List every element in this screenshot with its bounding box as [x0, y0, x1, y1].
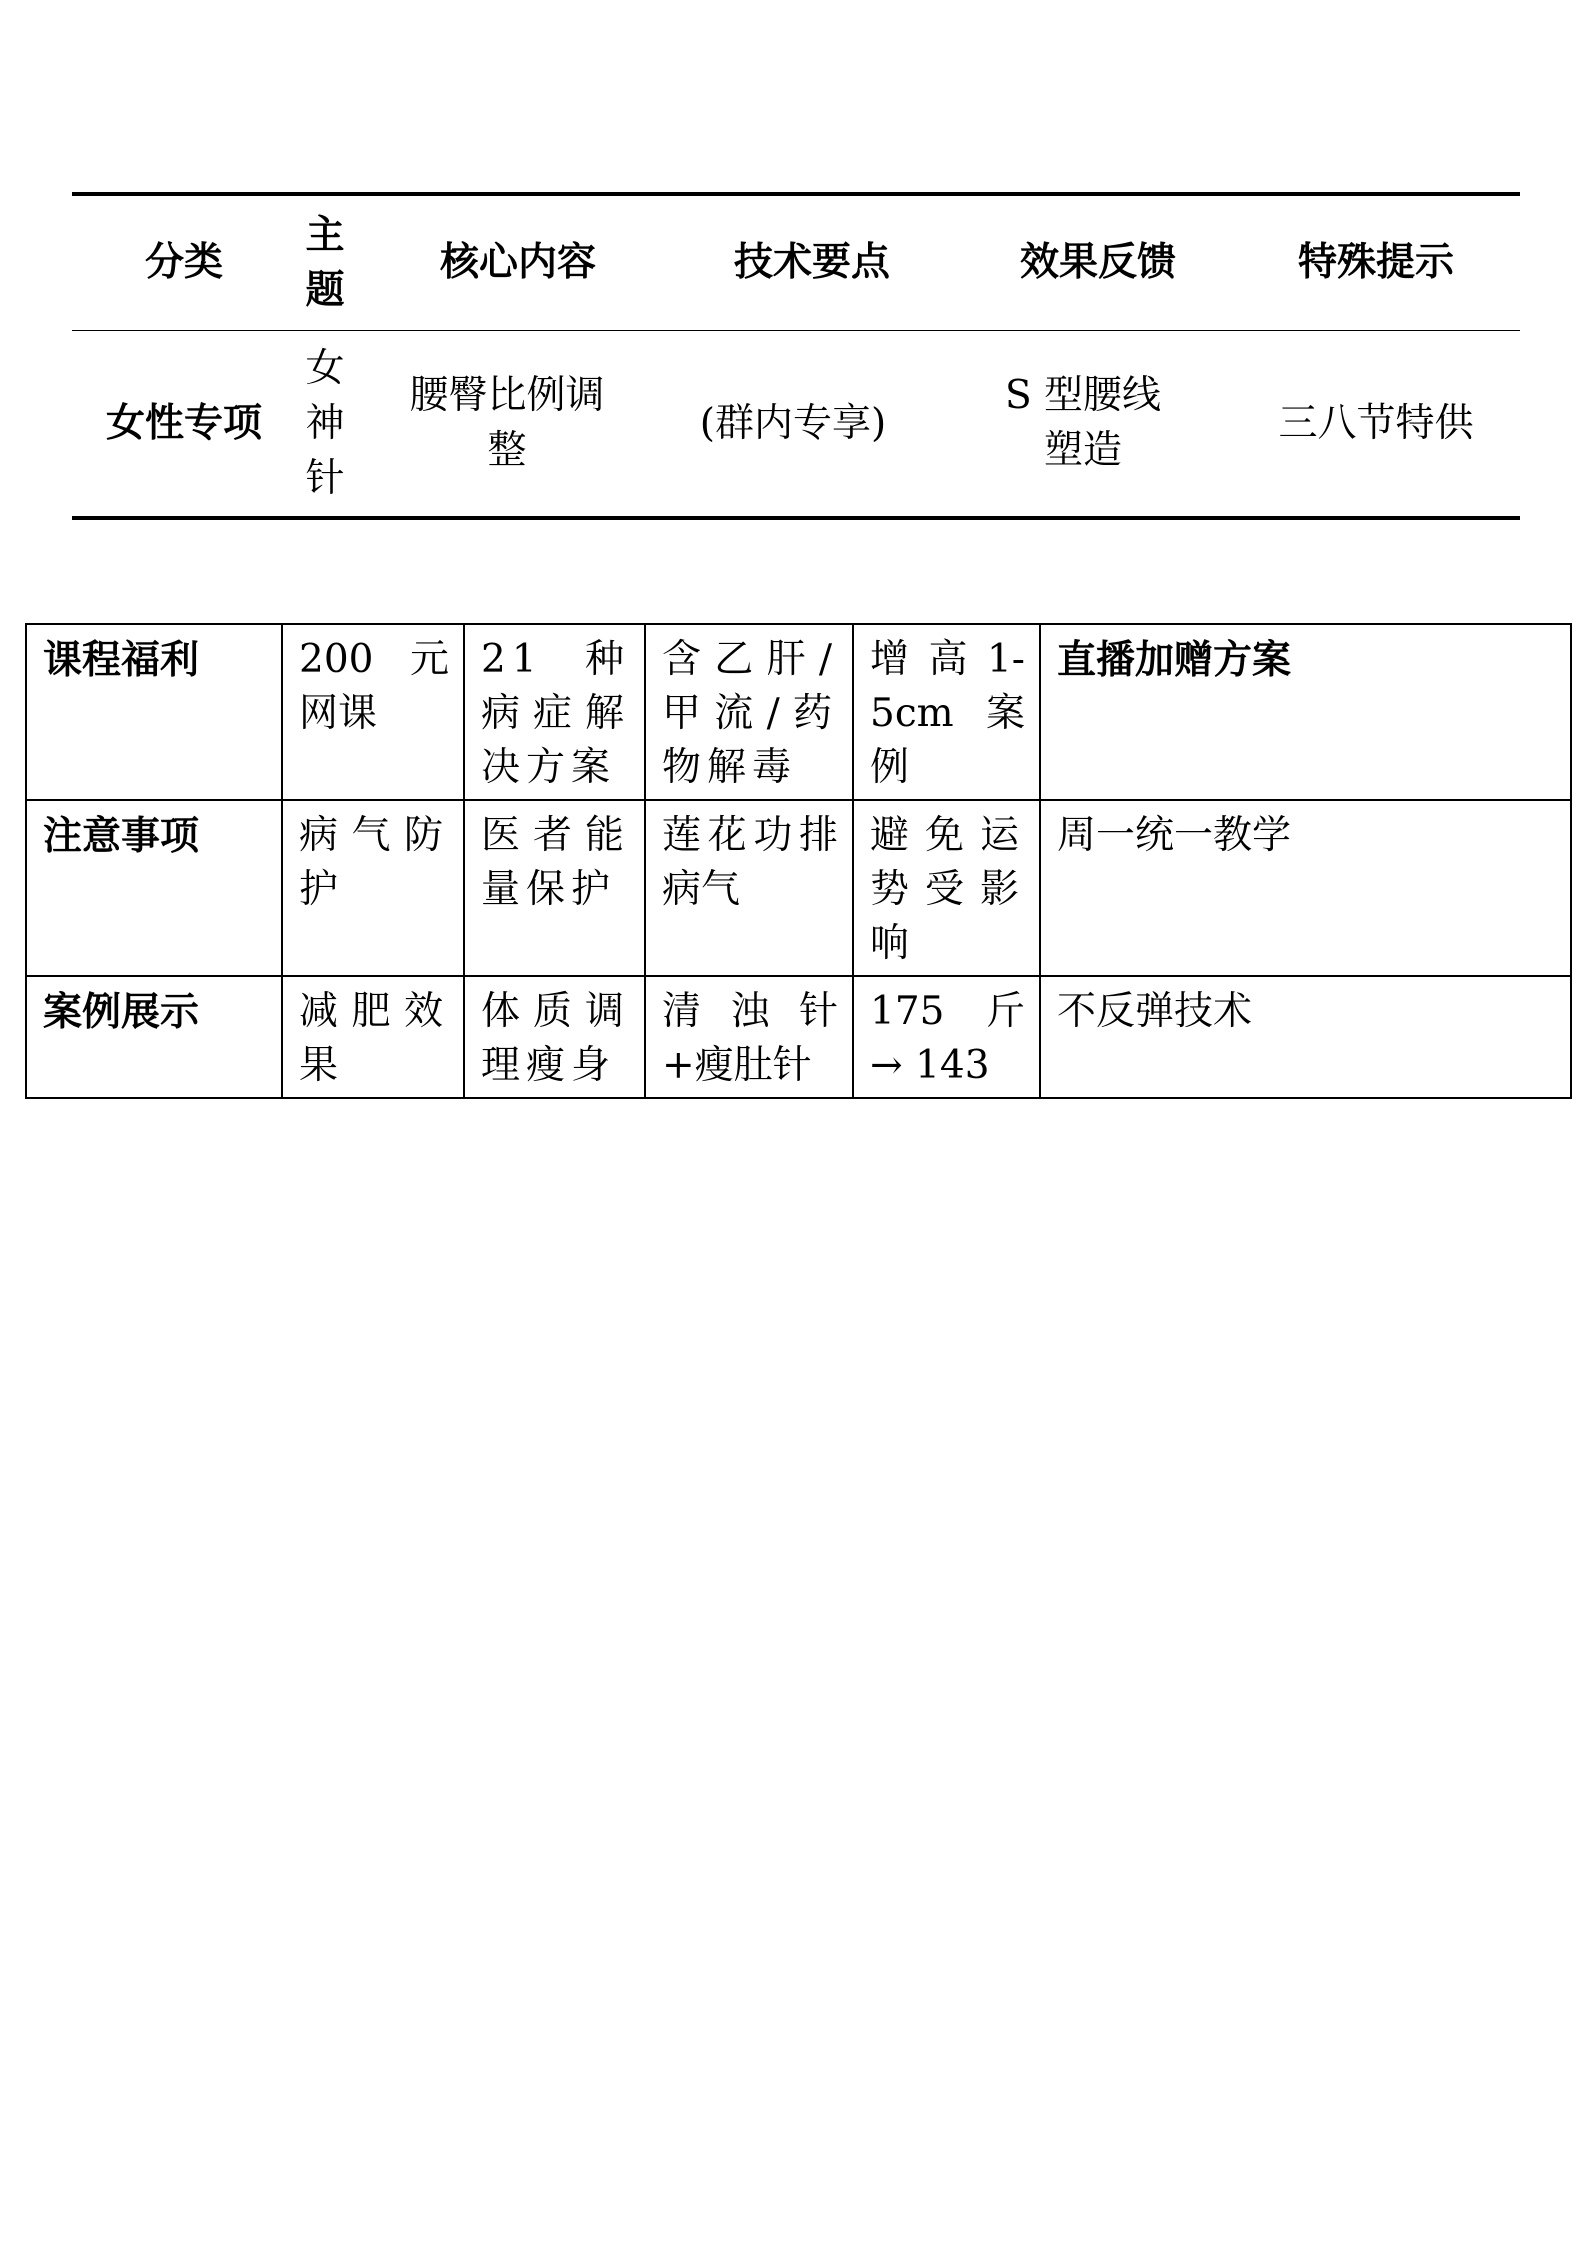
header-theme: 主题: [296, 194, 354, 330]
cell-effect-feedback: S 型腰线塑造: [1004, 373, 1162, 474]
header-special-note: 特殊提示: [1232, 194, 1520, 330]
header-effect-feedback: 效果反馈: [964, 194, 1232, 330]
table-cell: 病气防护: [282, 800, 464, 976]
table-cell: 医者能量保护: [464, 800, 645, 976]
table-row-course-benefits: [26, 624, 1571, 800]
table-row-case-showcase: [26, 976, 1571, 1098]
table-cell: 含乙肝/甲流/药物解毒: [645, 624, 853, 800]
table-cell: 21 种病症解决方案: [464, 624, 645, 800]
table-cell: 体质调理瘦身: [464, 976, 645, 1098]
header-tech-points: 技术要点: [660, 194, 964, 330]
header-category: 分类: [72, 194, 296, 330]
cell-theme: 女神针: [305, 345, 345, 501]
header-core-content: 核心内容: [354, 194, 660, 330]
table-cell: 避免运势受影响: [853, 800, 1040, 976]
cell-tech-points: (群内专享): [699, 400, 887, 446]
table-cell: 减肥效果: [282, 976, 464, 1098]
table-row-precautions: [26, 800, 1571, 976]
table-cell: 周一统一教学: [1040, 800, 1571, 976]
cell-special-note: 三八节特供: [1278, 400, 1474, 446]
table-cell: 增 高 1-5cm 案例: [853, 624, 1040, 800]
row-label: 课程福利: [26, 624, 282, 800]
table-header-row: [72, 194, 1520, 330]
table-cell: 莲花功排病气: [645, 800, 853, 976]
table-cell: 直播加赠方案: [1040, 624, 1571, 800]
cell-core-content: 腰臀比例调整: [409, 373, 605, 474]
table-cell: 200 元网课: [282, 624, 464, 800]
table-row: [72, 330, 1520, 518]
table-cell: 175 斤 → 143: [853, 976, 1040, 1098]
row-label: 注意事项: [26, 800, 282, 976]
cell-category: 女性专项: [105, 399, 262, 446]
row-label: 案例展示: [26, 976, 282, 1098]
table-cell: 不反弹技术: [1040, 976, 1571, 1098]
details-table: [25, 623, 1572, 1099]
table-cell: 清浊针+瘦肚针: [645, 976, 853, 1098]
summary-table: [72, 192, 1520, 520]
